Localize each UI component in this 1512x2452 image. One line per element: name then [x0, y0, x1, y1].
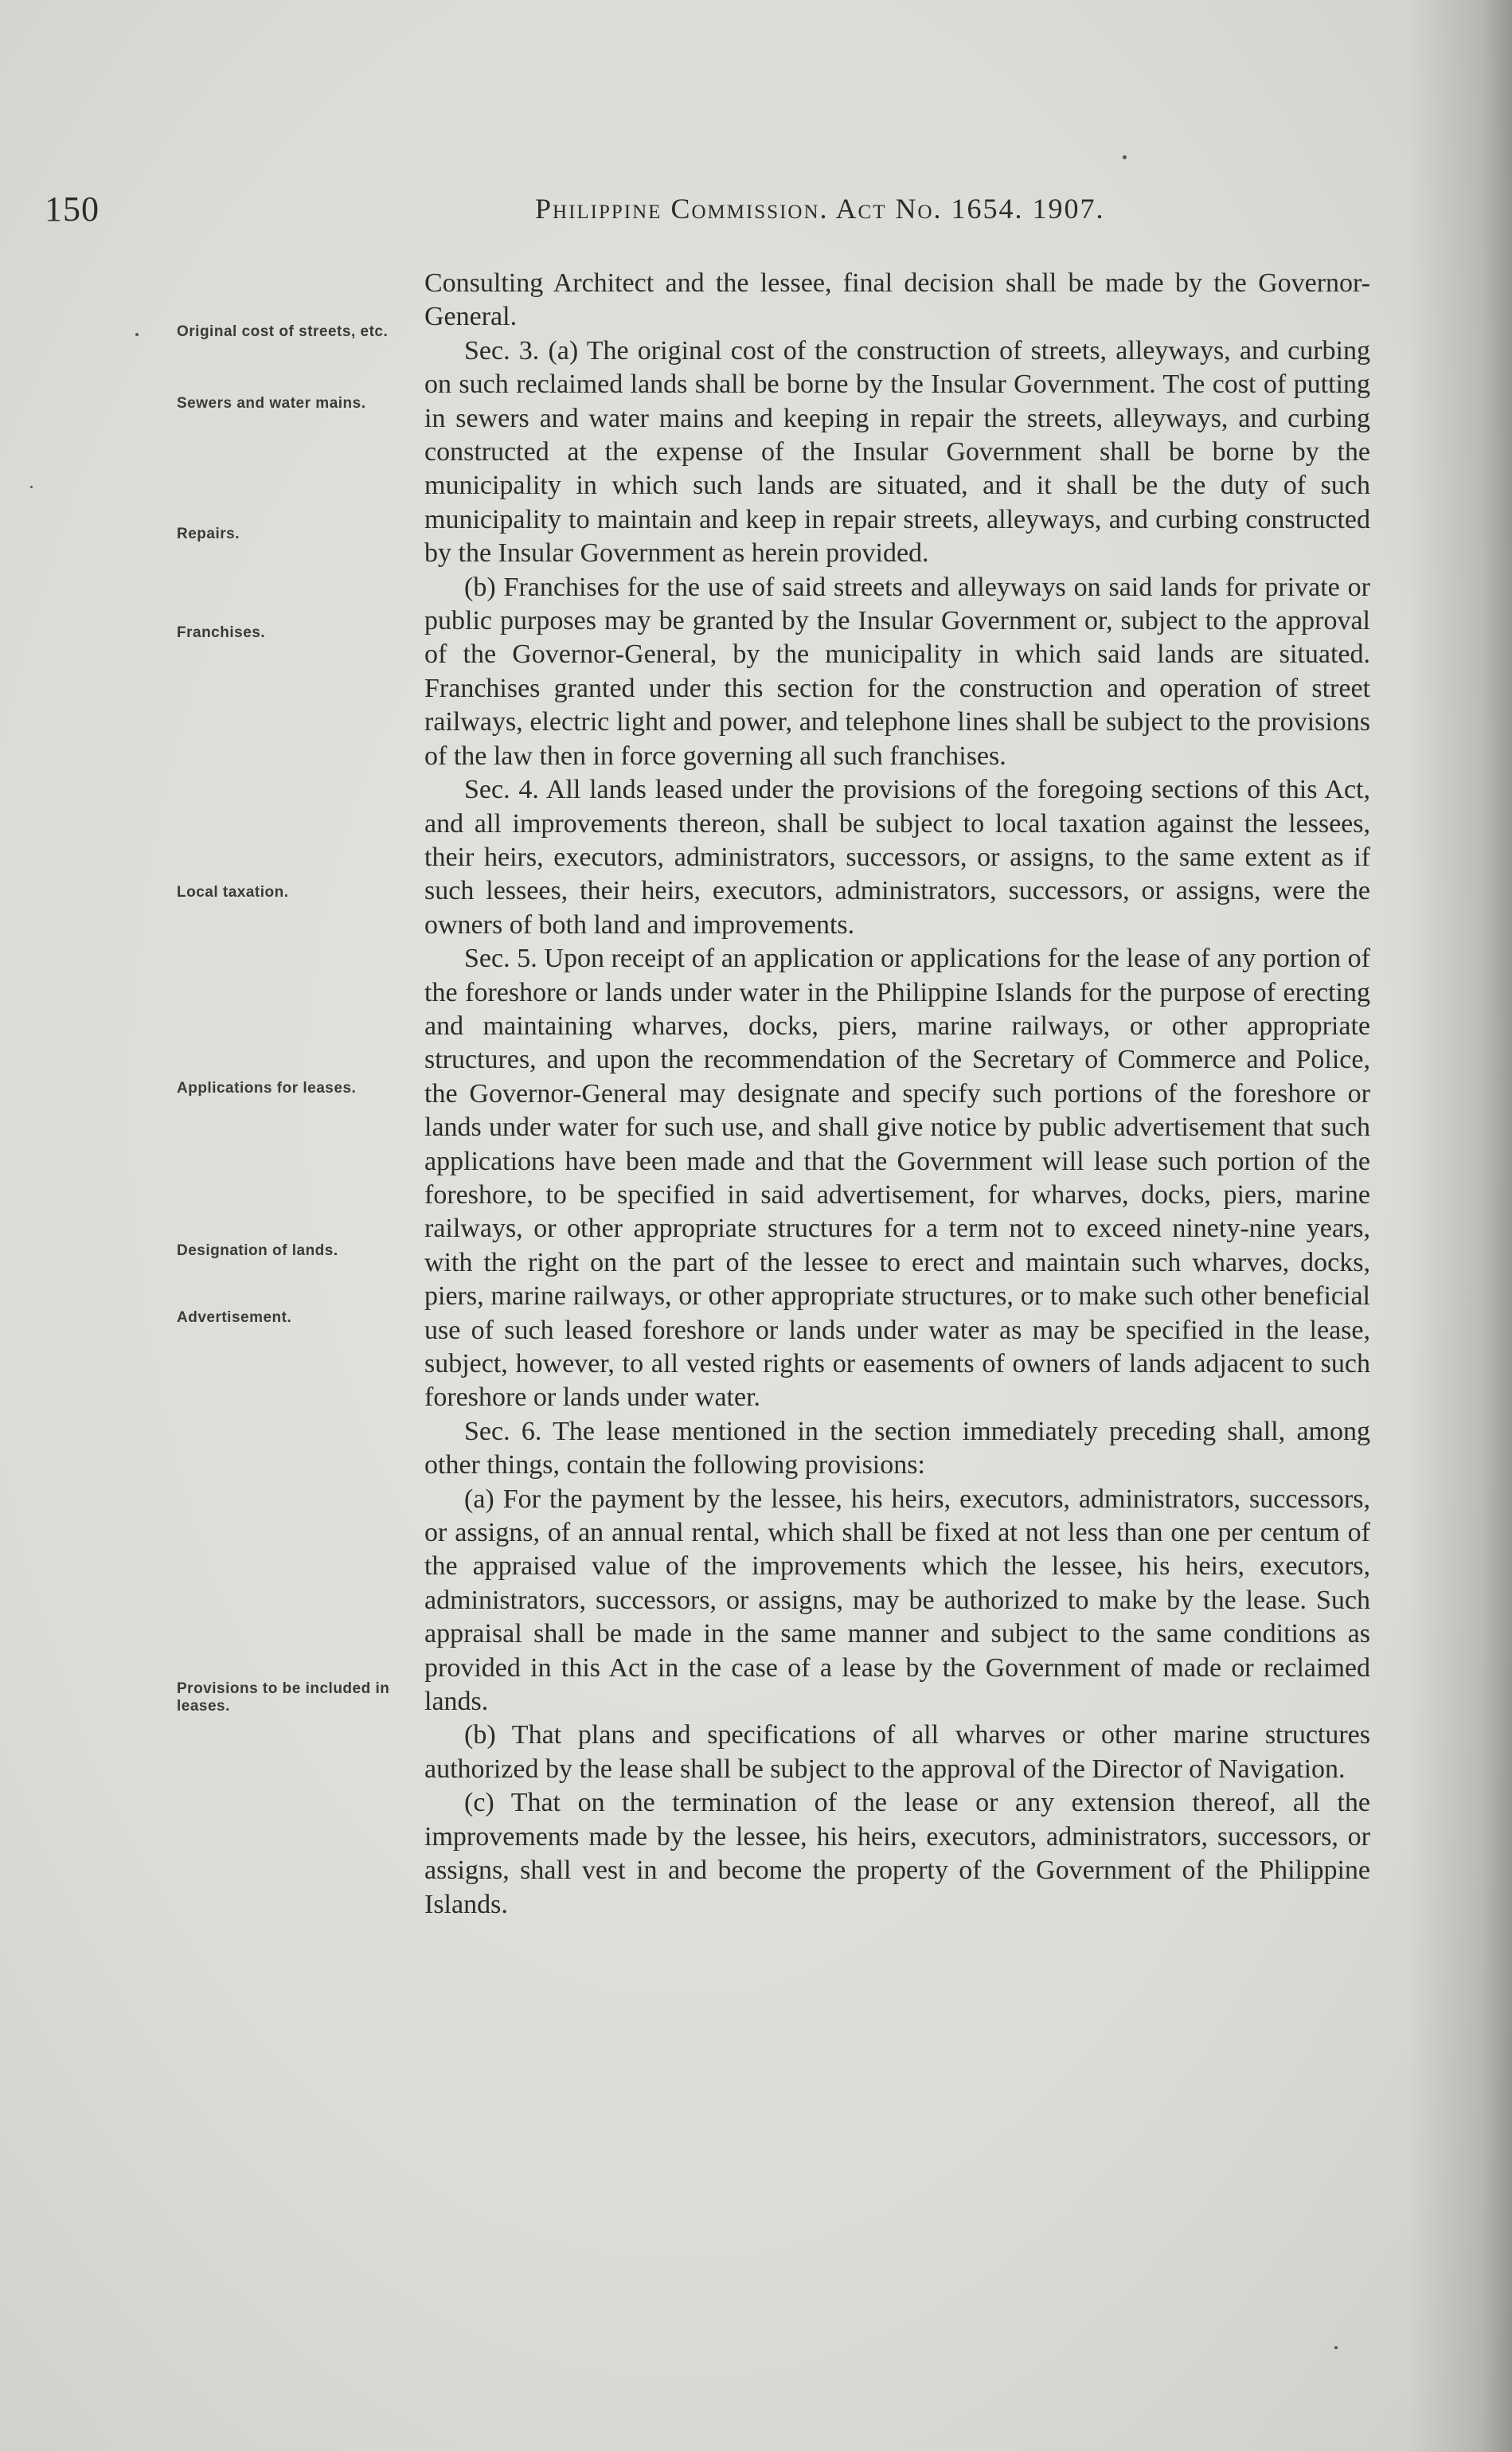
margin-note-repairs: Repairs.: [177, 526, 240, 542]
margin-note-provisions: Provisions to be included in leases.: [177, 1680, 390, 1715]
paper-speck: [1123, 155, 1127, 159]
paragraph: Consulting Architect and the lessee, final decision shall be made by the Governor-General.: [424, 268, 1370, 332]
paragraph: Sec. 5. Upon receipt of an application or applications for the lease of any portion of the foreshore or lands under water in the Philippine Islands for the purpose of erecting and maintaining wharves, docks, piers, marine railways, or other appropriate structures, and upon the recommendation of the Secretary of Commerce and Police, the Governor-General may designate and specify such portions of the foreshore or lands under water for such use, and shall give notice by public advertisement that such applications have been made and that the Government will lease such portion of the foreshore, to be specified in said advertisement, for wharves, docks, piers, marine railways, or other appropriate structures for a term not to exceed ninety-nine years, with the right on the part of the lessee to erect and maintain such wharves, docks, piers, marine railways, or other appropriate structures, or to make such other beneficial use of such leased foreshore or lands under water as may be specified in the lease, subject, however, to all vested rights or easements of owners of lands adjacent to such foreshore or lands under water.: [424, 944, 1370, 1413]
running-head: Philippine Commission. Act No. 1654. 1907.: [535, 193, 1105, 225]
page-edge-shadow: [1408, 0, 1512, 2452]
paragraph: (c) That on the termination of the lease or any extension thereof, all the improvements made by the lessee, his heirs, executors, administrators, successors, or assigns, shall vest in and become the property of the Government of the Philippine Islands.: [424, 1788, 1370, 1919]
margin-note-sewers: Sewers and water mains.: [177, 395, 366, 412]
body-text: [424, 267, 1370, 1922]
paper-speck: [30, 486, 33, 488]
margin-note-original-cost: Original cost of streets, etc.: [177, 323, 389, 340]
margin-note-franchises: Franchises.: [177, 624, 266, 641]
paragraph: (b) That plans and specifications of all wharves or other marine structures authorized by the lease shall be subject to the approval of the Director of Navigation.: [424, 1720, 1370, 1784]
page-number: 150: [45, 190, 100, 229]
paragraph: Sec. 3. (a) The original cost of the construction of streets, alleyways, and curbing on such reclaimed lands shall be borne by the Insular Government. The cost of putting in sewers and water mains and keeping in repair the streets, alleyways, and curbing constructed at the expense of the Insular Government shall be borne by the municipality in which such lands are situated, and it shall be the duty of such municipality to maintain and keep in repair streets, alleyways, and curbing constructed by the Insular Government as herein provided.: [424, 335, 1370, 569]
margin-note-applications: Applications for leases.: [177, 1080, 357, 1097]
paragraph: Sec. 4. All lands leased under the provisions of the foregoing sections of this Act, and all improvements thereon, shall be subject to local taxation against the lessees, their heirs, executors, administrators, successors, or assigns, to the same extent as if such lessees, their heirs, executors, administrators, successors, or assigns, were the owners of both land and improvements.: [424, 775, 1370, 940]
margin-notes: [177, 0, 416, 2452]
paper-speck: [1334, 2346, 1338, 2349]
margin-note-designation: Designation of lands.: [177, 1242, 338, 1259]
paragraph: (a) For the payment by the lessee, his heirs, executors, administrators, successors, or assigns, of an annual rental, which shall be fixed at not less than one per centum of the appraised value of the improvements which the lessee, his heirs, executors, administrators, successors, or assigns, may be authorized to make by the lease. Such appraisal shall be made in the same manner and subject to the same conditions as provided in this Act in the case of a lease by the Government of made or reclaimed lands.: [424, 1484, 1370, 1717]
paper-speck: [135, 333, 139, 336]
paragraph: (b) Franchises for the use of said streets and alleyways on said lands for private or public purposes may be granted by the Insular Government or, subject to the approval of the Governor-General, by the municipality in which said lands are situated. Franchises granted under this section for the construction and operation of street railways, electric light and power, and telephone lines shall be subject to the provisions of the law then in force governing all such franchises.: [424, 572, 1370, 771]
margin-note-advertisement: Advertisement.: [177, 1309, 292, 1326]
margin-note-local-taxation: Local taxation.: [177, 884, 289, 901]
paragraph: Sec. 6. The lease mentioned in the section immediately preceding shall, among other things, contain the following provisions:: [424, 1416, 1370, 1480]
